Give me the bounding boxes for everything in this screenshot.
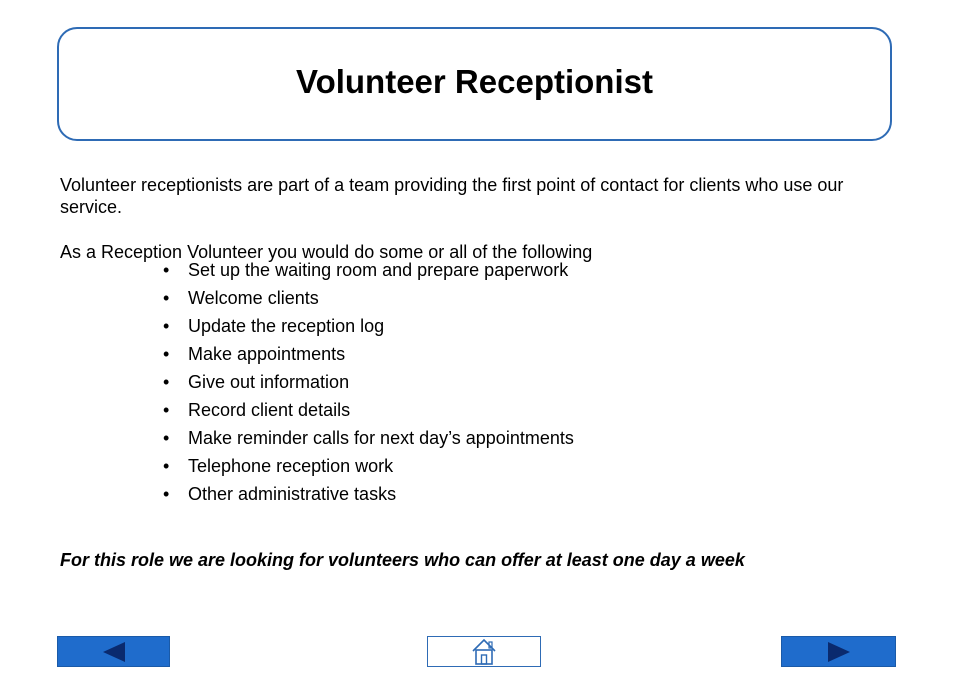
duty-item [163, 483, 890, 511]
duties-list [60, 259, 890, 511]
duty-item [163, 455, 890, 483]
title-box [57, 27, 892, 141]
bullet-marker: • [163, 372, 170, 392]
lead-paragraph: As a Reception Volunteer you would do some or all of the following [60, 242, 593, 262]
duty-text: Set up the waiting room and prepare paperwork [188, 260, 569, 280]
page-title: Volunteer Receptionist [296, 63, 653, 100]
bullet-marker: • [163, 428, 170, 448]
bullet-marker: • [163, 288, 170, 308]
duty-text: Give out information [188, 372, 350, 392]
duty-item [163, 343, 890, 371]
duty-text: Other administrative tasks [188, 484, 397, 504]
bullet-marker: • [163, 344, 170, 364]
duty-text: Record client details [188, 400, 351, 420]
duty-item [163, 287, 890, 315]
duty-item [163, 371, 890, 399]
duty-text: Update the reception log [188, 316, 385, 336]
duty-item [163, 399, 890, 427]
duty-item [163, 259, 890, 287]
duty-item [163, 427, 890, 455]
arrow-right-icon [826, 641, 852, 663]
intro-paragraph: Volunteer receptionists are part of a team providing the first point of contact for clients who use our service. [60, 175, 844, 217]
closing-statement: For this role we are looking for volunteers who can offer at least one day a week [60, 550, 745, 570]
previous-button[interactable] [57, 636, 170, 667]
next-button[interactable] [781, 636, 896, 667]
bullet-marker: • [163, 316, 170, 336]
bullet-marker: • [163, 400, 170, 420]
bullet-marker: • [163, 260, 170, 280]
duty-text: Telephone reception work [188, 456, 394, 476]
duty-text: Make reminder calls for next day’s appointments [188, 428, 574, 448]
home-icon [471, 638, 497, 666]
duty-item [163, 315, 890, 343]
bullet-marker: • [163, 456, 170, 476]
duty-text: Make appointments [188, 344, 346, 364]
duty-text: Welcome clients [188, 288, 319, 308]
bullet-marker: • [163, 484, 170, 504]
arrow-left-icon [101, 641, 127, 663]
home-button[interactable] [427, 636, 541, 667]
main-content [60, 174, 890, 511]
